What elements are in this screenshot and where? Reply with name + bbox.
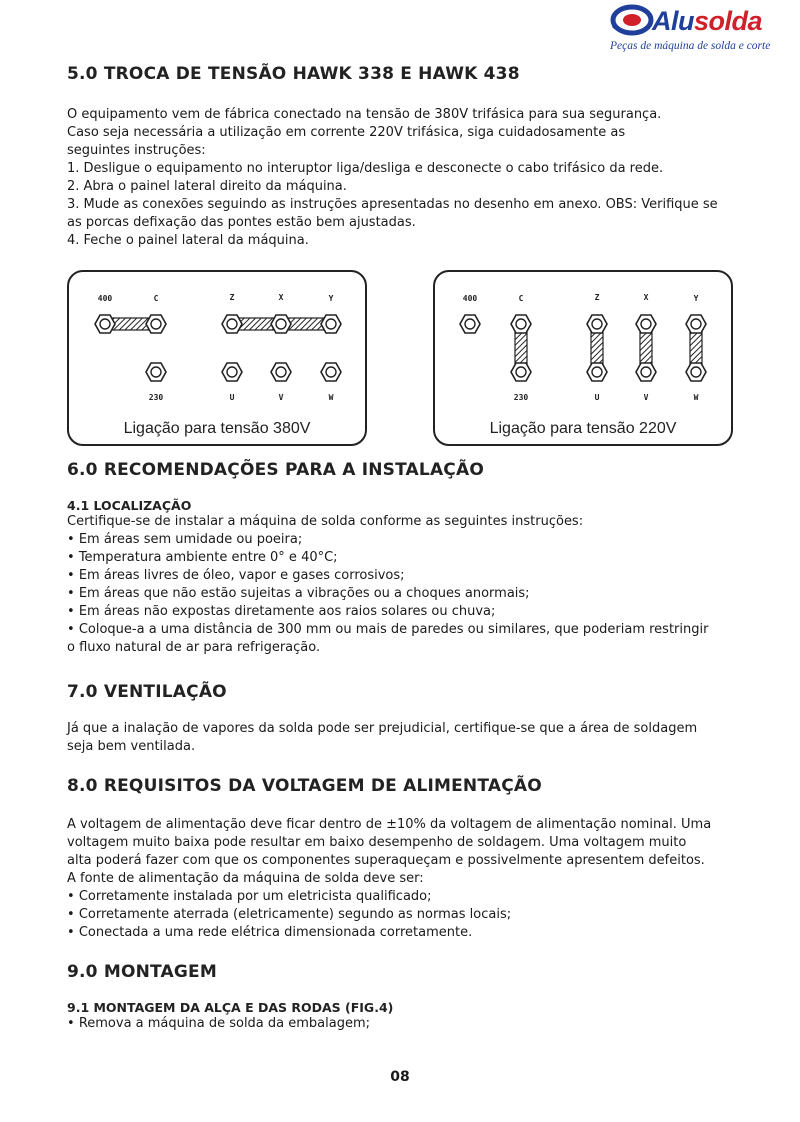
text-line: voltagem muito baixa pode resultar em baixo desempenho de soldagem. Uma voltagem muito	[67, 835, 687, 850]
text-line: o fluxo natural de ar para refrigeração.	[67, 640, 321, 655]
text-line: Já que a inalação de vapores da solda pode ser prejudicial, certifique-se que a área de soldagem	[67, 721, 698, 736]
list-item: • Temperatura ambiente entre 0° e 40°C;	[67, 549, 737, 567]
text-line: 2. Abra o painel lateral direito da máquina.	[67, 179, 347, 194]
section-6-title: 6.0 RECOMENDAÇÕES PARA A INSTALAÇÃO	[67, 460, 484, 480]
list-item: • Corretamente instalada por um eletricista qualificado;	[67, 888, 737, 906]
text-line: alta poderá fazer com que os componentes superaqueçam e possivelmente apresentem defeitos.	[67, 853, 705, 868]
label-u: U	[594, 393, 600, 402]
section-6-subtitle: 4.1 LOCALIZAÇÃO	[67, 498, 192, 513]
label-u: U	[229, 393, 235, 402]
diagram-220v-caption: Ligação para tensão 220V	[489, 420, 677, 437]
terminal-230	[511, 363, 531, 381]
section-7-body	[67, 720, 737, 756]
alusolda-logo	[610, 4, 790, 56]
label-c: C	[153, 294, 159, 303]
label-w: W	[693, 393, 699, 402]
section-8-body	[67, 816, 737, 942]
section-8	[67, 776, 737, 942]
text-line: 1. Desligue o equipamento no interuptor liga/desliga e desconecte o cabo trifásico da rede.	[67, 161, 664, 176]
terminal-v	[271, 363, 291, 381]
label-400: 400	[462, 294, 478, 303]
terminal-u	[222, 363, 242, 381]
text-line: seja bem ventilada.	[67, 739, 196, 754]
terminal-z	[587, 315, 607, 333]
terminal-z	[222, 315, 242, 333]
terminal-c	[511, 315, 531, 333]
terminal-v	[636, 363, 656, 381]
list-item: • Coloque-a a uma distância de 300 mm ou mais de paredes ou similares, que poderiam restringir	[67, 621, 737, 639]
label-y: Y	[693, 294, 699, 303]
section-9-subtitle: 9.1 MONTAGEM DA ALÇA E DAS RODAS (FIG.4)	[67, 1000, 394, 1015]
section-6	[67, 460, 737, 657]
section-5-body	[67, 106, 737, 250]
label-x: X	[643, 293, 649, 302]
terminal-w	[686, 363, 706, 381]
terminal-400	[95, 315, 115, 333]
list-item: • Corretamente aterrada (eletricamente) segundo as normas locais;	[67, 906, 737, 924]
label-230: 230	[513, 393, 529, 402]
terminal-y	[321, 315, 341, 333]
section-9	[67, 962, 737, 1033]
terminal-x	[636, 315, 656, 333]
terminal-y	[686, 315, 706, 333]
diagram-220v	[433, 270, 733, 446]
label-z: Z	[594, 293, 600, 302]
terminal-230	[146, 363, 166, 381]
label-400: 400	[97, 294, 113, 303]
list-item: • Em áreas que não estão sujeitas a vibrações ou a choques anormais;	[67, 585, 737, 603]
assembly-list	[67, 1015, 737, 1033]
wiring-diagrams	[67, 270, 737, 446]
section-7-title: 7.0 VENTILAÇÃO	[67, 682, 227, 702]
text-line: A fonte de alimentação da máquina de solda deve ser:	[67, 871, 424, 886]
list-item: • Remova a máquina de solda da embalagem;	[67, 1015, 737, 1033]
power-requirements-list	[67, 888, 737, 942]
terminal-400	[460, 315, 480, 333]
terminal-x	[271, 315, 291, 333]
section-8-title: 8.0 REQUISITOS DA VOLTAGEM DE ALIMENTAÇÃO	[67, 776, 542, 796]
text-line: 4. Feche o painel lateral da máquina.	[67, 233, 309, 248]
text-line: A voltagem de alimentação deve ficar dentro de ±10% da voltagem de alimentação nominal. Uma	[67, 817, 712, 832]
list-item: • Em áreas livres de óleo, vapor e gases corrosivos;	[67, 567, 737, 585]
terminal-w	[321, 363, 341, 381]
text-line: as porcas defixação das pontes estão bem ajustadas.	[67, 215, 416, 230]
label-z: Z	[229, 293, 235, 302]
list-item: • Em áreas sem umidade ou poeira;	[67, 531, 737, 549]
label-y: Y	[328, 294, 334, 303]
label-c: C	[518, 294, 524, 303]
section-7	[67, 682, 737, 756]
terminal-c	[146, 315, 166, 333]
label-v: V	[278, 393, 284, 402]
section-5-title: 5.0 TROCA DE TENSÃO HAWK 338 E HAWK 438	[67, 64, 520, 84]
text-line: Certifique-se de instalar a máquina de solda conforme as seguintes instruções:	[67, 514, 584, 529]
brand-tagline: Peças de máquina de solda e corte	[610, 40, 771, 52]
section-5	[67, 64, 737, 250]
page-number: 08	[390, 1069, 410, 1085]
list-item: • Em áreas não expostas diretamente aos raios solares ou chuva;	[67, 603, 737, 621]
label-230: 230	[148, 393, 164, 402]
location-list	[67, 531, 737, 639]
text-line: seguintes instruções:	[67, 143, 206, 158]
text-line: O equipamento vem de fábrica conectado na tensão de 380V trifásica para sua segurança.	[67, 107, 662, 122]
list-item: • Conectada a uma rede elétrica dimensionada corretamente.	[67, 924, 737, 942]
section-9-title: 9.0 MONTAGEM	[67, 962, 217, 982]
label-v: V	[643, 393, 649, 402]
terminal-u	[587, 363, 607, 381]
text-line: Caso seja necessária a utilização em corrente 220V trifásica, siga cuidadosamente as	[67, 125, 626, 140]
diagram-380v-caption: Ligação para tensão 380V	[123, 420, 311, 437]
brand-name: Alusolda	[652, 6, 763, 36]
diagram-380v	[67, 270, 367, 446]
swoosh-logo-icon	[610, 4, 654, 40]
label-x: X	[278, 293, 284, 302]
label-w: W	[328, 393, 334, 402]
text-line: 3. Mude as conexões seguindo as instruções apresentadas no desenho em anexo. OBS: Verifique se	[67, 197, 718, 212]
